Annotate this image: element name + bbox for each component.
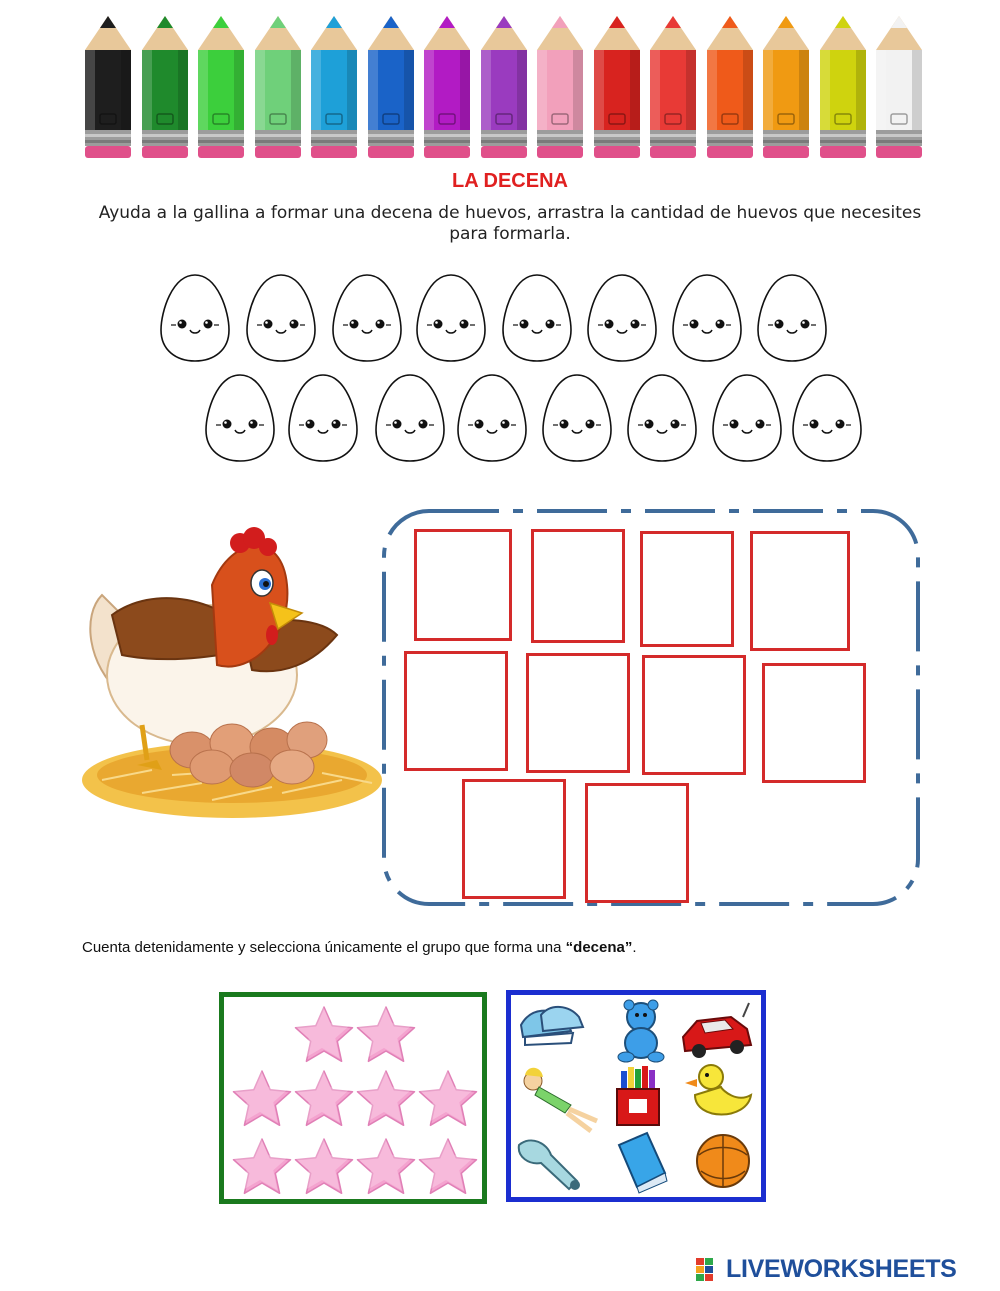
cute-egg-icon [755,272,829,364]
colored-pencil-icon [590,14,644,160]
draggable-egg[interactable] [158,272,232,364]
cute-egg-icon [373,372,447,464]
pink-star-icon [354,1005,418,1069]
cute-egg-icon [330,272,404,364]
draggable-egg[interactable] [540,372,614,464]
colored-pencil-icon [307,14,361,160]
colored-pencil-icon [138,14,192,160]
brand-name: LIVEWORKSHEETS [726,1255,957,1283]
draggable-egg[interactable] [500,272,574,364]
pink-star-icon [354,1069,418,1133]
colored-pencils-banner [80,14,928,162]
teddy-bear-icon [618,1000,664,1062]
colored-pencil-icon [816,14,870,160]
pink-star-icon [416,1069,480,1133]
egg-drop-slot[interactable] [585,783,689,903]
cute-egg-icon [286,372,360,464]
skateboard-icon [519,1140,580,1190]
cute-egg-icon [585,272,659,364]
liveworksheets-logo-icon [696,1258,722,1282]
egg-drop-slot[interactable] [642,655,746,775]
colored-pencil-icon [533,14,587,160]
pink-star-icon [354,1137,418,1201]
pink-star-icon [292,1137,356,1201]
egg-drop-slot[interactable] [404,651,508,771]
draggable-egg[interactable] [790,372,864,464]
question-text: Cuenta detenidamente y selecciona únicamente el grupo que forma una “decena”. [82,939,637,956]
cute-egg-icon [710,372,784,464]
pink-star-icon [292,1069,356,1133]
pink-star-icon [230,1137,294,1201]
egg-drop-slot[interactable] [531,529,625,643]
cute-egg-icon [203,372,277,464]
egg-drop-slot[interactable] [750,531,850,651]
book-icon [619,1133,667,1193]
colored-pencil-icon [759,14,813,160]
draggable-egg[interactable] [455,372,529,464]
draggable-egg[interactable] [585,272,659,364]
egg-drop-slot[interactable] [462,779,566,899]
cute-egg-icon [455,372,529,464]
crayons-box-icon [617,1066,659,1125]
colored-pencil-icon [194,14,248,160]
cute-egg-icon [158,272,232,364]
draggable-egg[interactable] [670,272,744,364]
colored-pencil-icon [646,14,700,160]
pink-star-icon [230,1069,294,1133]
hen-on-nest-icon [82,525,382,825]
basketball-icon [697,1135,749,1187]
cute-egg-icon [500,272,574,364]
cute-egg-icon [625,372,699,464]
pink-star-icon [416,1137,480,1201]
colored-pencil-icon [251,14,305,160]
draggable-egg[interactable] [755,272,829,364]
colored-pencil-icon [872,14,926,160]
pink-star-icon [292,1005,356,1069]
decena-drop-area [378,505,924,910]
rubber-duck-icon [685,1065,751,1115]
choice-stars-group[interactable] [219,992,487,1204]
draggable-egg[interactable] [244,272,318,364]
draggable-egg[interactable] [373,372,447,464]
draggable-egg[interactable] [286,372,360,464]
colored-pencil-icon [703,14,757,160]
cute-egg-icon [790,372,864,464]
instructions-text: Ayuda a la gallina a formar una decena de huevos, arrastra la cantidad de huevos que necesites para formarla. [98,203,922,244]
colored-pencil-icon [477,14,531,160]
cute-egg-icon [244,272,318,364]
toy-car-icon [683,1003,751,1058]
draggable-egg[interactable] [625,372,699,464]
draggable-egg[interactable] [414,272,488,364]
sneakers-icon [521,1007,583,1045]
draggable-egg[interactable] [710,372,784,464]
cute-egg-icon [670,272,744,364]
colored-pencil-icon [81,14,135,160]
page-title: LA DECENA [452,170,568,192]
colored-pencil-icon [364,14,418,160]
choice-toys-group[interactable] [506,990,766,1202]
liveworksheets-logo [696,1255,996,1285]
egg-drop-slot[interactable] [414,529,512,641]
cute-egg-icon [414,272,488,364]
cute-egg-icon [540,372,614,464]
decena-emphasis: “decena” [565,939,633,956]
draggable-egg[interactable] [330,272,404,364]
colored-pencil-icon [420,14,474,160]
egg-drop-slot[interactable] [526,653,630,773]
draggable-egg[interactable] [203,372,277,464]
egg-drop-slot[interactable] [762,663,866,783]
doll-icon [524,1068,597,1131]
egg-drop-slot[interactable] [640,531,734,647]
